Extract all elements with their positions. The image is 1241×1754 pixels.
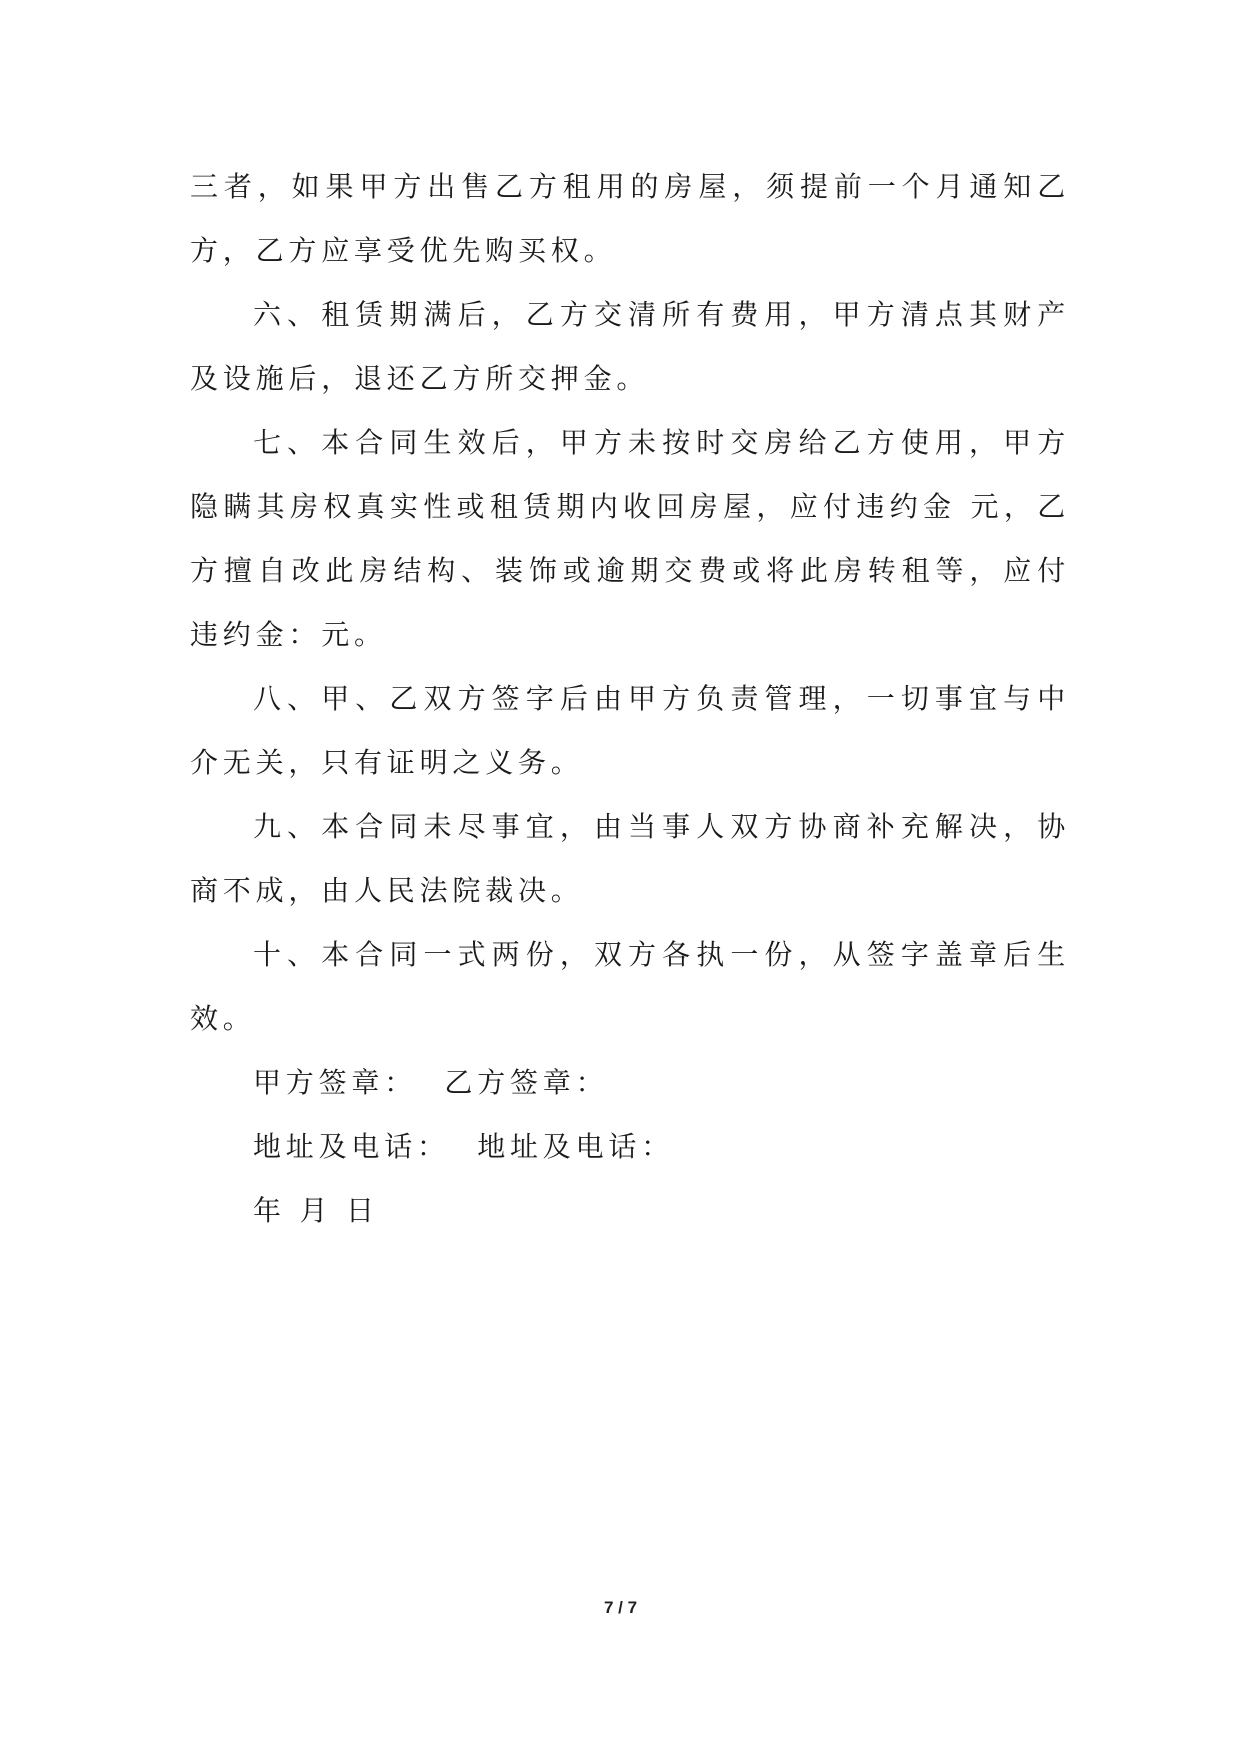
paragraph-clause-10: 十、本合同一式两份，双方各执一份，从签字盖章后生效。 bbox=[190, 938, 1070, 1035]
paragraph-clause-9: 九、本合同未尽事宜，由当事人双方协商补充解决，协商不成，由人民法院裁决。 bbox=[190, 810, 1070, 907]
paragraph-clause-6: 六、租赁期满后，乙方交清所有费用，甲方清点其财产及设施后，退还乙方所交押金。 bbox=[190, 298, 1070, 395]
address-phone-line: 地址及电话： 地址及电话： bbox=[253, 1130, 675, 1163]
document-body bbox=[190, 155, 1070, 1243]
paragraph-clause-8: 八、甲、乙双方签字后由甲方负责管理，一切事宜与中介无关，只有证明之义务。 bbox=[190, 682, 1070, 779]
paragraph-continuation: 三者，如果甲方出售乙方租用的房屋，须提前一个月通知乙方，乙方应享受优先购买权。 bbox=[190, 170, 1070, 267]
signature-line: 甲方签章： 乙方签章： bbox=[253, 1066, 609, 1099]
page-number: 7 / 7 bbox=[603, 1598, 638, 1617]
date-line: 年 月 日 bbox=[253, 1194, 379, 1227]
paragraph-clause-7: 七、本合同生效后，甲方未按时交房给乙方使用，甲方隐瞒其房权真实性或租赁期内收回房屋，应付违约金 元，乙方擅自改此房结构、装饰或逾期交费或将此房转租等，应付违约金：元。 bbox=[190, 426, 1070, 651]
